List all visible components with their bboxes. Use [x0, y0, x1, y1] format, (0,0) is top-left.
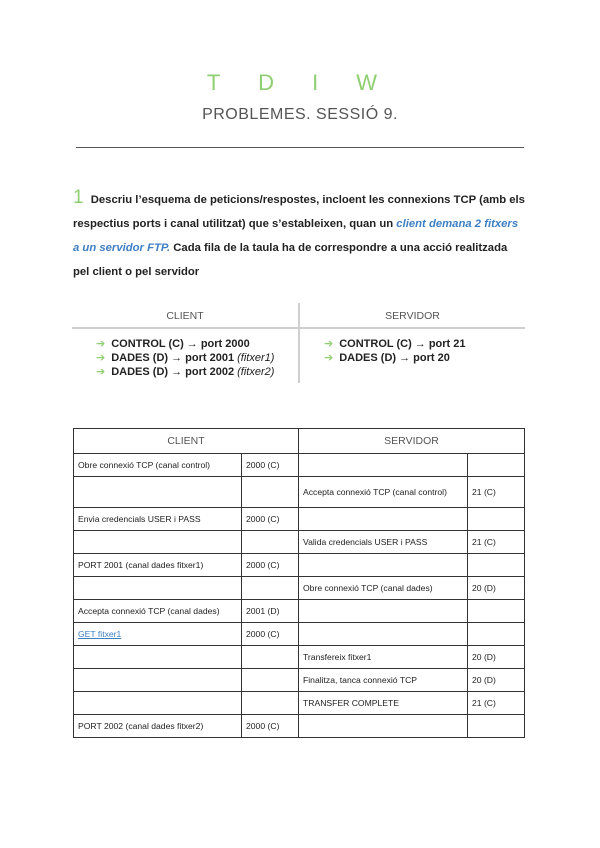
summary-item-text: CONTROL (C) → port 21: [339, 338, 466, 350]
summary-server-column: [300, 303, 525, 383]
client-action-cell: [74, 531, 242, 554]
arrow-right-icon: ➔: [96, 366, 106, 378]
client-action-cell: Accepta connexió TCP (canal dades): [74, 600, 242, 623]
server-action-cell: [299, 600, 468, 623]
summary-item-text: CONTROL (C) → port 2000: [111, 338, 250, 350]
client-port-cell: [242, 692, 299, 715]
server-port-cell: 20 (D): [468, 669, 525, 692]
table-row: [74, 692, 525, 715]
server-port-cell: [468, 508, 525, 531]
summary-item-note: (fitxer2): [237, 366, 275, 378]
client-action-cell: [74, 669, 242, 692]
question-highlight: client demana 2 fitxers a un servidor FTP.: [73, 218, 519, 254]
server-port-cell: 20 (D): [468, 646, 525, 669]
server-port-cell: [468, 454, 525, 477]
summary-client-item: [96, 337, 298, 351]
client-port-cell: 2000 (C): [242, 715, 299, 738]
server-port-cell: 21 (C): [468, 477, 525, 508]
server-action-cell: [299, 508, 468, 531]
question-number: 1: [73, 187, 84, 208]
question-text-before: Descriu l’esquema de peticions/respostes, incloent les connexions TCP (amb els respectius ports i canal utilitzat) que s’estableixen, quan un: [73, 194, 525, 230]
client-action-cell: PORT 2001 (canal dades fitxer1): [74, 554, 242, 577]
client-port-cell: [242, 531, 299, 554]
server-action-cell: TRANSFER COMPLETE: [299, 692, 468, 715]
client-port-cell: 2000 (C): [242, 623, 299, 646]
client-action-cell: Envia credencials USER i PASS: [74, 508, 242, 531]
table-header-row: [74, 429, 525, 454]
server-port-cell: [468, 554, 525, 577]
header-divider: [76, 147, 524, 148]
question-paragraph: [73, 186, 525, 284]
summary-client-item: [96, 365, 298, 379]
summary-server-item: [324, 337, 525, 351]
client-action-cell: [74, 477, 242, 508]
client-action-cell: [74, 646, 242, 669]
table-row: [74, 508, 525, 531]
summary-item-text: DADES (D) → port 20: [339, 352, 450, 364]
server-port-cell: 21 (C): [468, 531, 525, 554]
table-row: [74, 554, 525, 577]
table-row: [74, 577, 525, 600]
client-port-cell: 2000 (C): [242, 508, 299, 531]
client-port-cell: [242, 646, 299, 669]
server-port-cell: [468, 600, 525, 623]
document-title: T D I W: [206, 70, 394, 95]
question-text-after: Cada fila de la taula ha de correspondre a una acció realitzada pel client o pel servidor: [73, 242, 508, 278]
summary-server-header: SERVIDOR: [300, 303, 525, 329]
summary-client-header: CLIENT: [72, 303, 298, 329]
client-action-cell: [74, 623, 242, 646]
client-port-cell: [242, 577, 299, 600]
table-row: [74, 454, 525, 477]
arrow-right-icon: ➔: [96, 338, 106, 350]
table-client-header: CLIENT: [74, 429, 299, 454]
client-port-cell: 2000 (C): [242, 554, 299, 577]
request-response-table: [73, 428, 525, 738]
table-row: [74, 531, 525, 554]
table-row: [74, 646, 525, 669]
server-port-cell: [468, 715, 525, 738]
server-port-cell: 20 (D): [468, 577, 525, 600]
client-port-cell: [242, 669, 299, 692]
table-row: [74, 669, 525, 692]
summary-client-list: [72, 337, 298, 379]
server-action-cell: [299, 554, 468, 577]
table-server-header: SERVIDOR: [299, 429, 525, 454]
client-action-cell: [74, 692, 242, 715]
client-action-cell: Obre connexió TCP (canal control): [74, 454, 242, 477]
client-action-cell: PORT 2002 (canal dades fitxer2): [74, 715, 242, 738]
server-action-cell: Obre connexió TCP (canal dades): [299, 577, 468, 600]
arrow-right-icon: ➔: [324, 338, 334, 350]
summary-client-column: [72, 303, 298, 383]
server-action-cell: Valida credencials USER i PASS: [299, 531, 468, 554]
table-row: [74, 600, 525, 623]
client-port-cell: 2001 (D): [242, 600, 299, 623]
summary-server-list: [300, 337, 525, 365]
summary-server-item: [324, 351, 525, 365]
arrow-right-icon: ➔: [96, 352, 106, 364]
server-action-cell: [299, 623, 468, 646]
server-port-cell: 21 (C): [468, 692, 525, 715]
client-port-cell: [242, 477, 299, 508]
server-action-cell: Transfereix fitxer1: [299, 646, 468, 669]
ports-summary: [72, 303, 525, 383]
arrow-right-icon: ➔: [324, 352, 334, 364]
summary-item-text: DADES (D) → port 2002: [111, 366, 238, 378]
server-action-cell: Accepta connexió TCP (canal control): [299, 477, 468, 508]
server-action-cell: Finalitza, tanca connexió TCP: [299, 669, 468, 692]
server-action-cell: [299, 715, 468, 738]
server-action-cell: [299, 454, 468, 477]
table-row: [74, 715, 525, 738]
get-fitxer1-link[interactable]: GET fitxer1: [78, 629, 122, 639]
client-action-cell: [74, 577, 242, 600]
client-port-cell: 2000 (C): [242, 454, 299, 477]
server-port-cell: [468, 623, 525, 646]
document-subtitle: PROBLEMES. SESSIÓ 9.: [202, 106, 398, 123]
summary-client-item: [96, 351, 298, 365]
table-row: [74, 477, 525, 508]
summary-item-note: (fitxer1): [237, 352, 275, 364]
table-row: [74, 623, 525, 646]
summary-item-text: DADES (D) → port 2001: [111, 352, 238, 364]
